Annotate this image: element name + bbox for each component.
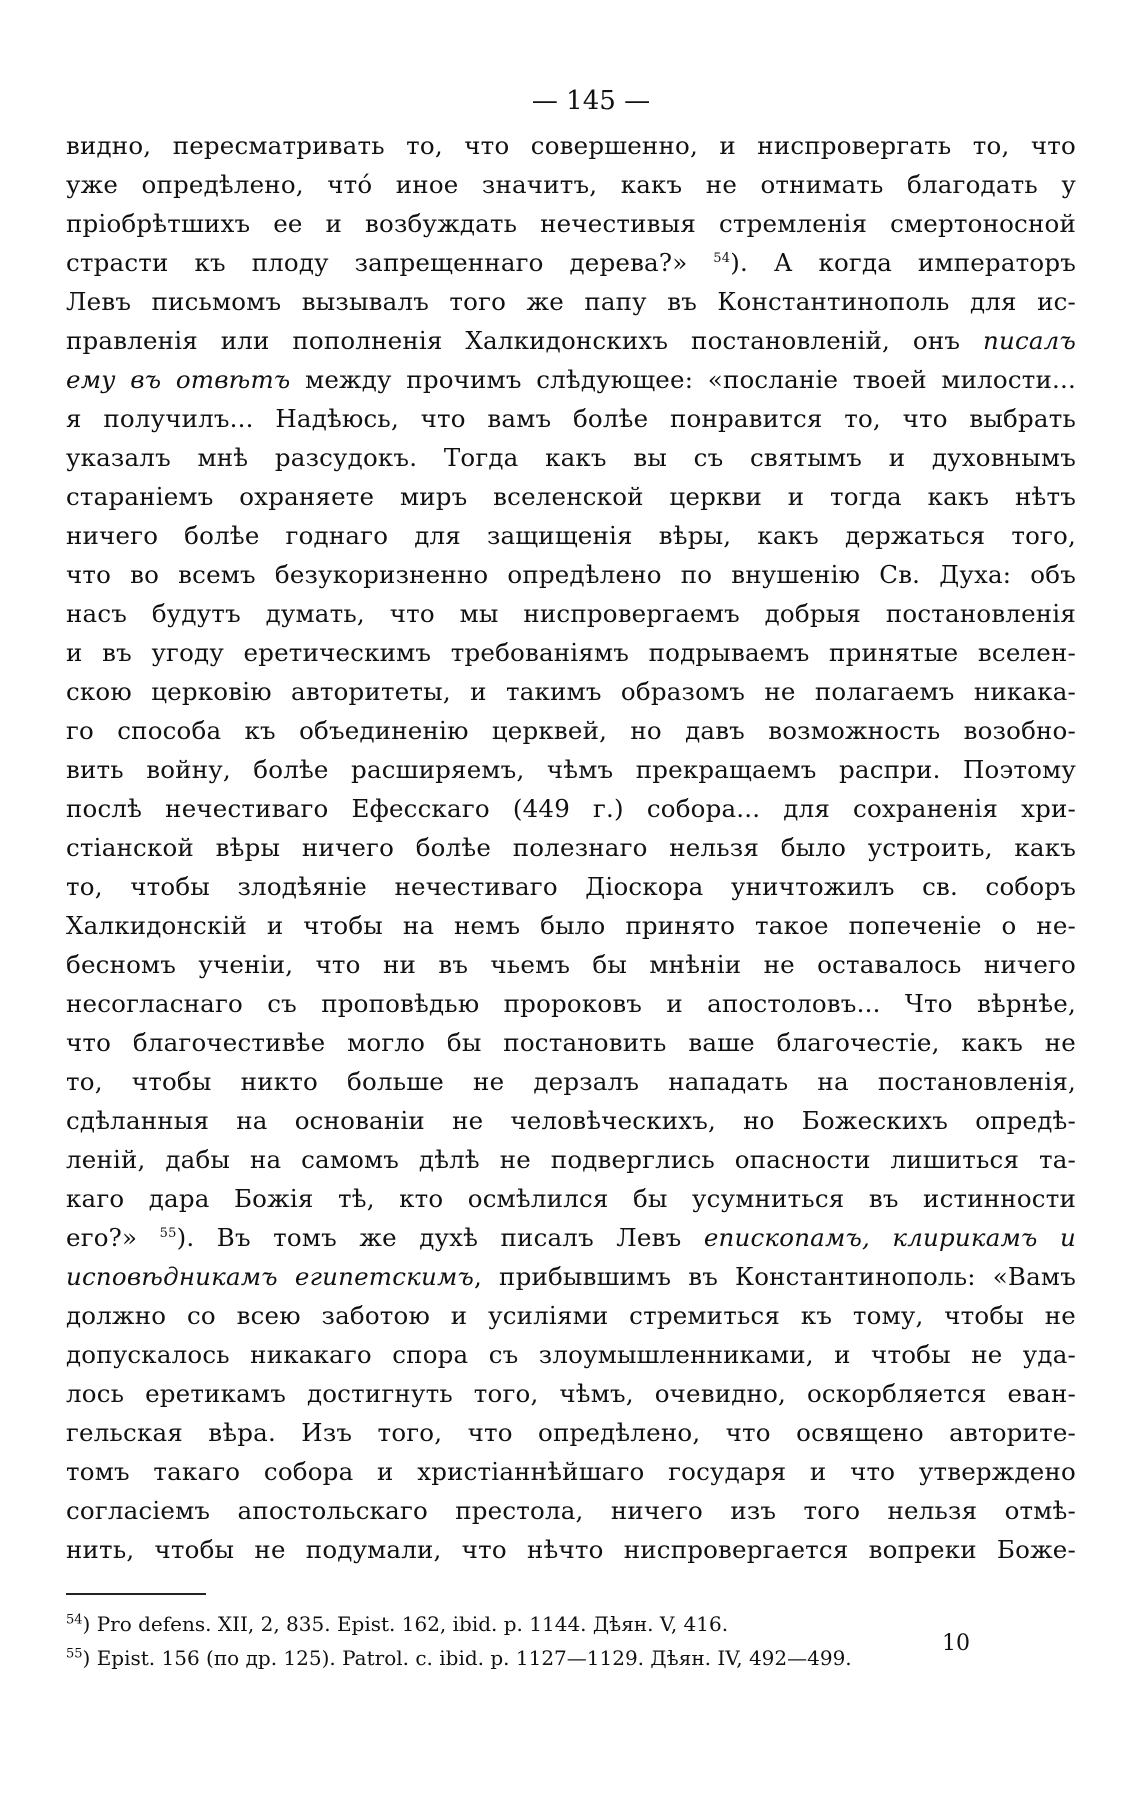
- text-line: [66, 828, 1076, 867]
- text-line: [66, 711, 1076, 750]
- text-line: [66, 243, 1076, 282]
- text-run: и въ угоду еретическимъ требованіямъ подрываемъ принятые вселен-: [66, 638, 1076, 667]
- text-run: вить войну, болѣе расширяемъ, чѣмъ прекращаемъ распри. Поэтому: [66, 755, 1076, 784]
- text-run: допускалось никакаго спора съ злоумышленниками, и чтобы не уда-: [66, 1340, 1076, 1369]
- text-line: [66, 1335, 1076, 1374]
- text-run: между прочимъ слѣдующее: «посланіе твоей милости...: [290, 365, 1077, 394]
- text-run: леній, дабы на самомъ дѣлѣ не подверглись опасности лишиться та-: [66, 1145, 1076, 1174]
- text-run: сдѣланныя на основаніи не человѣческихъ, но Божескихъ опредѣ-: [66, 1106, 1076, 1135]
- footnote: [66, 1607, 1076, 1641]
- text-line: [66, 750, 1076, 789]
- text-run: ). А когда императоръ: [730, 248, 1076, 277]
- text-line: [66, 1023, 1076, 1062]
- text-line: [66, 672, 1076, 711]
- text-run: стіанской вѣры ничего болѣе полезнаго нельзя было устроить, какъ: [66, 833, 1076, 862]
- text-run: я получилъ... Надѣюсь, что вамъ болѣе понравится то, что выбрать: [66, 404, 1076, 433]
- text-line: [66, 1218, 1076, 1257]
- text-run: то, чтобы злодѣяніе нечестиваго Діоскора уничтожилъ св. соборъ: [66, 872, 1076, 901]
- text-line: [66, 945, 1076, 984]
- text-line: [66, 126, 1076, 165]
- footnote-mark: 55: [66, 1646, 83, 1662]
- text-line: [66, 1452, 1076, 1491]
- text-run: согласіемъ апостольскаго престола, ничего изъ того нельзя отмѣ-: [66, 1496, 1076, 1525]
- text-run: томъ такаго собора и христіаннѣйшаго государя и что утверждено: [66, 1457, 1076, 1486]
- body-text: [66, 126, 1076, 1569]
- italic-text: ему въ отвѣтъ: [66, 365, 291, 394]
- text-line: [66, 789, 1076, 828]
- text-run: что во всемъ безукоризненно опредѣлено по внушенію Св. Духа: объ: [66, 560, 1076, 589]
- text-run: гельская вѣра. Изъ того, что опредѣлено, что освящено авторите-: [66, 1418, 1076, 1447]
- italic-text: писалъ: [982, 326, 1076, 355]
- text-run: бесномъ ученіи, что ни въ чьемъ бы мнѣніи не оставалось ничего: [66, 950, 1076, 979]
- text-line: [66, 594, 1076, 633]
- text-run: страсти къ плоду запрещеннаго дерева?»: [66, 248, 714, 277]
- footnotes: [66, 1607, 1076, 1675]
- text-run: стараніемъ охраняете миръ вселенской церкви и тогда какъ нѣтъ: [66, 482, 1076, 511]
- page-number: — 145 —: [531, 86, 651, 116]
- text-line: [66, 1491, 1076, 1530]
- text-line: [66, 204, 1076, 243]
- footnote-mark: 54: [66, 1612, 83, 1628]
- text-run: каго дара Божія тѣ, кто осмѣлился бы усумниться въ истинности: [66, 1184, 1076, 1213]
- text-line: [66, 1296, 1076, 1335]
- text-run: правленія или пополненія Халкидонскихъ постановленій, онъ: [66, 326, 983, 355]
- text-line: [66, 984, 1076, 1023]
- text-run: ). Въ томъ же духѣ писалъ Левъ: [176, 1223, 704, 1252]
- text-run: нить, чтобы не подумали, что нѣчто ниспровергается вопреки Боже-: [66, 1535, 1076, 1564]
- text-line: [66, 906, 1076, 945]
- text-line: [66, 867, 1076, 906]
- text-line: [66, 1257, 1076, 1296]
- text-line: [66, 399, 1076, 438]
- text-line: [66, 282, 1076, 321]
- footnote-text: ) Epist. 156 (по др. 125). Patrol. c. ibid. p. 1127—1129. Дѣян. IV, 492—499.: [82, 1646, 852, 1670]
- text-run: указалъ мнѣ разсудокъ. Тогда какъ вы съ святымъ и духовнымъ: [66, 443, 1076, 472]
- text-run: лось еретикамъ достигнуть того, чѣмъ, очевидно, оскорбляется еван-: [66, 1379, 1076, 1408]
- text-line: [66, 1374, 1076, 1413]
- text-line: [66, 1179, 1076, 1218]
- text-line: [66, 360, 1076, 399]
- text-run: скою церковію авторитеты, и такимъ образомъ не полагаемъ никака-: [66, 677, 1076, 706]
- text-line: [66, 1530, 1076, 1569]
- text-line: [66, 1062, 1076, 1101]
- text-run: уже опредѣлено, чтó иное значитъ, какъ не отнимать благодать у: [66, 170, 1076, 199]
- text-line: [66, 633, 1076, 672]
- text-run: Халкидонскій и чтобы на немъ было принято такое попеченіе о не-: [66, 911, 1076, 940]
- text-run: что благочестивѣе могло бы постановить ваше благочестіе, какъ не: [66, 1028, 1076, 1057]
- footnote-text: ) Pro defens. XII, 2, 835. Epist. 162, ibid. p. 1144. Дѣян. V, 416.: [82, 1612, 729, 1636]
- footnote-divider: [66, 1593, 206, 1595]
- text-line: [66, 321, 1076, 360]
- text-run: пріобрѣтшихъ ее и возбуждать нечестивыя стремленія смертоносной: [66, 209, 1076, 238]
- text-run: го способа къ объединенію церквей, но давъ возможность возобно-: [66, 716, 1076, 745]
- italic-text: епископамъ, клирикамъ и: [703, 1223, 1076, 1252]
- text-run: то, чтобы никто больше не дерзалъ нападать на постановленія,: [66, 1067, 1076, 1096]
- text-line: [66, 438, 1076, 477]
- text-run: послѣ нечестиваго Ефесскаго (449 г.) собора... для сохраненія хри-: [66, 794, 1076, 823]
- text-run: насъ будутъ думать, что мы ниспровергаемъ добрыя постановленія: [66, 599, 1076, 628]
- text-run: видно, пересматривать то, что совершенно, и ниспровергать то, что: [66, 131, 1076, 160]
- document-page: [66, 78, 1076, 1675]
- signature-mark: 10: [942, 1631, 970, 1656]
- text-line: [66, 165, 1076, 204]
- text-line: [66, 1101, 1076, 1140]
- text-run: Левъ письмомъ вызывалъ того же папу въ Константинополь для ис-: [66, 287, 1076, 316]
- text-run: его?»: [66, 1223, 160, 1252]
- text-line: [66, 1413, 1076, 1452]
- text-line: [66, 555, 1076, 594]
- text-run: ничего болѣе годнаго для защищенія вѣры, какъ держаться того,: [66, 521, 1076, 550]
- footnote-reference: 55: [159, 1225, 177, 1241]
- text-run: , прибывшимъ въ Константинополь: «Вамъ: [474, 1262, 1076, 1291]
- text-line: [66, 516, 1076, 555]
- text-line: [66, 1140, 1076, 1179]
- text-run: несогласнаго съ проповѣдью пророковъ и апостоловъ... Что вѣрнѣе,: [66, 989, 1076, 1018]
- italic-text: исповѣдникамъ египетскимъ: [66, 1262, 475, 1291]
- footnote-reference: 54: [713, 250, 731, 266]
- text-line: [66, 477, 1076, 516]
- text-run: должно со всею заботою и усиліями стремиться къ тому, чтобы не: [66, 1301, 1076, 1330]
- footnote: [66, 1641, 1076, 1675]
